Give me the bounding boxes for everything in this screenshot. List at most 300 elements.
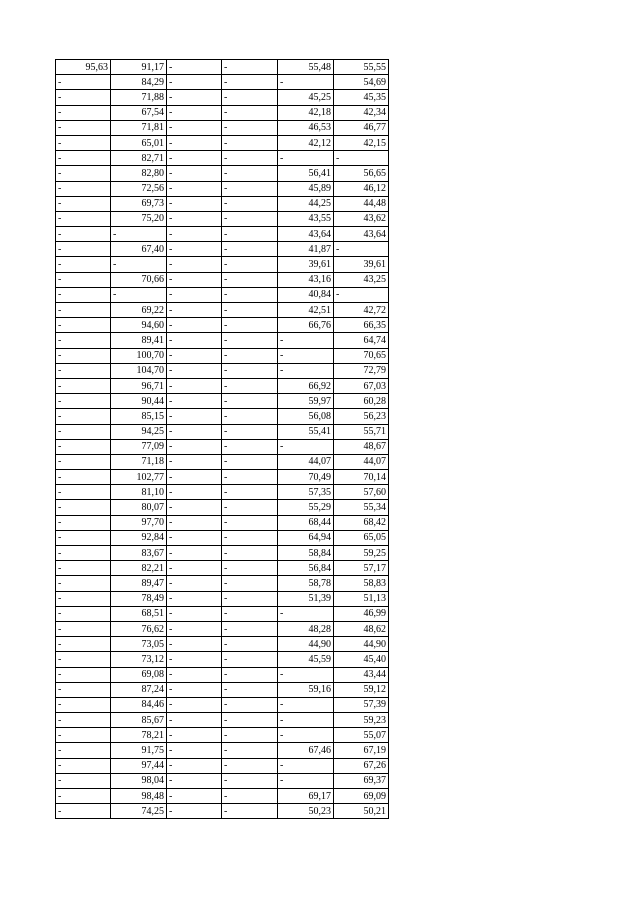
- table-cell: -: [167, 227, 222, 242]
- table-cell: 70,66: [111, 272, 167, 287]
- table-cell: -: [56, 90, 111, 105]
- table-cell: 56,08: [278, 409, 334, 424]
- table-cell: 42,15: [334, 135, 389, 150]
- table-cell: 83,67: [111, 546, 167, 561]
- table-cell: -: [56, 120, 111, 135]
- table-cell: -: [167, 454, 222, 469]
- table-cell: 84,29: [111, 75, 167, 90]
- table-row: [56, 637, 389, 652]
- table-cell: -: [222, 530, 278, 545]
- table-cell: 56,41: [278, 166, 334, 181]
- table-row: [56, 606, 389, 621]
- table-cell: 89,41: [111, 333, 167, 348]
- table-cell: -: [222, 743, 278, 758]
- table-row: [56, 363, 389, 378]
- table-cell: 77,09: [111, 439, 167, 454]
- table-cell: -: [222, 272, 278, 287]
- table-cell: 45,40: [334, 652, 389, 667]
- table-cell: 84,46: [111, 697, 167, 712]
- table-cell: -: [278, 667, 334, 682]
- table-cell: -: [167, 591, 222, 606]
- table-cell: -: [222, 333, 278, 348]
- table-cell: -: [222, 773, 278, 788]
- table-cell: 57,35: [278, 485, 334, 500]
- table-cell: -: [167, 789, 222, 804]
- table-cell: -: [222, 257, 278, 272]
- table-row: [56, 211, 389, 226]
- table-row: [56, 318, 389, 333]
- table-row: [56, 90, 389, 105]
- table-cell: -: [167, 773, 222, 788]
- table-cell: 64,74: [334, 333, 389, 348]
- table-cell: 57,39: [334, 697, 389, 712]
- table-cell: -: [167, 424, 222, 439]
- table-cell: -: [222, 804, 278, 819]
- table-cell: 55,29: [278, 500, 334, 515]
- table-cell: 68,44: [278, 515, 334, 530]
- table-row: [56, 439, 389, 454]
- table-row: [56, 75, 389, 90]
- table-cell: 96,71: [111, 378, 167, 393]
- table-cell: 71,18: [111, 454, 167, 469]
- table-cell: -: [278, 151, 334, 166]
- table-row: [56, 60, 389, 75]
- table-cell: -: [278, 758, 334, 773]
- table-cell: -: [334, 151, 389, 166]
- table-cell: -: [222, 394, 278, 409]
- table-cell: -: [167, 105, 222, 120]
- table-row: [56, 287, 389, 302]
- table-cell: -: [56, 515, 111, 530]
- table-cell: 48,62: [334, 621, 389, 636]
- table-cell: -: [111, 287, 167, 302]
- table-cell: -: [167, 576, 222, 591]
- table-cell: 82,71: [111, 151, 167, 166]
- table-cell: 51,39: [278, 591, 334, 606]
- table-cell: -: [56, 272, 111, 287]
- table-cell: -: [167, 530, 222, 545]
- table-cell: 70,14: [334, 470, 389, 485]
- table-cell: -: [222, 621, 278, 636]
- table-cell: 43,64: [278, 227, 334, 242]
- table-cell: 56,23: [334, 409, 389, 424]
- table-cell: 46,77: [334, 120, 389, 135]
- table-row: [56, 682, 389, 697]
- table-cell: -: [56, 682, 111, 697]
- table-cell: 67,26: [334, 758, 389, 773]
- table-cell: -: [56, 804, 111, 819]
- table-cell: -: [167, 257, 222, 272]
- table-row: [56, 394, 389, 409]
- table-cell: -: [222, 667, 278, 682]
- table-cell: -: [56, 105, 111, 120]
- table-cell: 80,07: [111, 500, 167, 515]
- table-cell: 43,62: [334, 211, 389, 226]
- table-cell: 39,61: [334, 257, 389, 272]
- table-cell: 69,22: [111, 303, 167, 318]
- table-cell: 43,44: [334, 667, 389, 682]
- table-cell: -: [334, 242, 389, 257]
- table-cell: 66,35: [334, 318, 389, 333]
- table-cell: -: [278, 363, 334, 378]
- table-cell: -: [167, 470, 222, 485]
- table-cell: -: [56, 758, 111, 773]
- table-cell: -: [56, 424, 111, 439]
- table-cell: 102,77: [111, 470, 167, 485]
- table-cell: -: [167, 151, 222, 166]
- table-cell: 51,13: [334, 591, 389, 606]
- table-cell: -: [56, 151, 111, 166]
- table-cell: -: [56, 470, 111, 485]
- table-row: [56, 743, 389, 758]
- table-cell: -: [167, 135, 222, 150]
- table-cell: 43,25: [334, 272, 389, 287]
- table-cell: -: [56, 546, 111, 561]
- table-cell: 42,72: [334, 303, 389, 318]
- table-cell: 68,42: [334, 515, 389, 530]
- table-cell: -: [167, 804, 222, 819]
- table-cell: -: [167, 697, 222, 712]
- table-cell: -: [222, 758, 278, 773]
- table-cell: -: [56, 166, 111, 181]
- table-cell: 58,84: [278, 546, 334, 561]
- table-cell: 76,62: [111, 621, 167, 636]
- table-cell: 40,84: [278, 287, 334, 302]
- table-cell: 60,28: [334, 394, 389, 409]
- table-cell: 90,44: [111, 394, 167, 409]
- table-cell: -: [222, 713, 278, 728]
- table-cell: 98,48: [111, 789, 167, 804]
- table-cell: -: [56, 318, 111, 333]
- table-cell: -: [222, 789, 278, 804]
- table-cell: -: [56, 485, 111, 500]
- table-cell: 104,70: [111, 363, 167, 378]
- table-cell: 87,24: [111, 682, 167, 697]
- table-cell: 70,65: [334, 348, 389, 363]
- table-row: [56, 120, 389, 135]
- table-cell: 65,01: [111, 135, 167, 150]
- table-cell: -: [222, 652, 278, 667]
- table-cell: 72,56: [111, 181, 167, 196]
- table-cell: -: [222, 90, 278, 105]
- table-cell: 44,90: [334, 637, 389, 652]
- table-cell: 97,70: [111, 515, 167, 530]
- table-cell: -: [167, 515, 222, 530]
- table-cell: 42,34: [334, 105, 389, 120]
- table-cell: -: [56, 530, 111, 545]
- table-row: [56, 576, 389, 591]
- table-row: [56, 546, 389, 561]
- table-cell: 43,64: [334, 227, 389, 242]
- table-cell: 69,37: [334, 773, 389, 788]
- table-cell: 67,46: [278, 743, 334, 758]
- table-cell: 95,63: [56, 60, 111, 75]
- table-cell: 59,97: [278, 394, 334, 409]
- table-cell: -: [222, 561, 278, 576]
- table-cell: 43,16: [278, 272, 334, 287]
- table-cell: -: [56, 789, 111, 804]
- table-cell: 45,25: [278, 90, 334, 105]
- table-cell: 39,61: [278, 257, 334, 272]
- table-row: [56, 196, 389, 211]
- table-cell: 94,60: [111, 318, 167, 333]
- table-cell: 44,48: [334, 196, 389, 211]
- table-row: [56, 697, 389, 712]
- table-cell: 98,04: [111, 773, 167, 788]
- table-cell: -: [56, 637, 111, 652]
- table-cell: -: [56, 561, 111, 576]
- table-cell: 69,08: [111, 667, 167, 682]
- table-cell: 44,90: [278, 637, 334, 652]
- table-row: [56, 454, 389, 469]
- table-row: [56, 485, 389, 500]
- table-cell: -: [56, 697, 111, 712]
- table-cell: -: [167, 333, 222, 348]
- table-cell: 41,87: [278, 242, 334, 257]
- table-cell: -: [167, 303, 222, 318]
- table-cell: -: [222, 196, 278, 211]
- table-cell: -: [167, 348, 222, 363]
- table-row: [56, 242, 389, 257]
- table-cell: 71,88: [111, 90, 167, 105]
- table-cell: 69,09: [334, 789, 389, 804]
- table-cell: -: [167, 60, 222, 75]
- table-cell: -: [222, 637, 278, 652]
- table-cell: 67,54: [111, 105, 167, 120]
- table-cell: 70,49: [278, 470, 334, 485]
- table-row: [56, 789, 389, 804]
- table-cell: -: [222, 591, 278, 606]
- table-row: [56, 257, 389, 272]
- table-cell: -: [222, 75, 278, 90]
- table-cell: -: [167, 485, 222, 500]
- table-cell: -: [222, 728, 278, 743]
- table-cell: -: [56, 454, 111, 469]
- table-cell: -: [222, 166, 278, 181]
- table-cell: -: [167, 758, 222, 773]
- table-row: [56, 151, 389, 166]
- table-cell: -: [56, 576, 111, 591]
- table-cell: -: [167, 606, 222, 621]
- table-cell: -: [222, 348, 278, 363]
- table-cell: -: [222, 105, 278, 120]
- table-cell: -: [222, 682, 278, 697]
- table-cell: 45,35: [334, 90, 389, 105]
- table-cell: -: [167, 637, 222, 652]
- table-cell: -: [167, 394, 222, 409]
- table-cell: -: [222, 211, 278, 226]
- table-cell: -: [56, 773, 111, 788]
- table-cell: -: [56, 394, 111, 409]
- table-cell: -: [167, 378, 222, 393]
- table-cell: -: [56, 713, 111, 728]
- table-cell: -: [222, 485, 278, 500]
- table-cell: 42,51: [278, 303, 334, 318]
- table-cell: -: [56, 743, 111, 758]
- table-cell: 65,05: [334, 530, 389, 545]
- table-cell: 91,17: [111, 60, 167, 75]
- table-cell: -: [167, 211, 222, 226]
- table-cell: 100,70: [111, 348, 167, 363]
- table-row: [56, 530, 389, 545]
- table-cell: 42,12: [278, 135, 334, 150]
- table-cell: -: [56, 348, 111, 363]
- table-cell: -: [222, 439, 278, 454]
- table-cell: -: [167, 363, 222, 378]
- table-cell: 55,55: [334, 60, 389, 75]
- table-cell: -: [167, 90, 222, 105]
- table-cell: -: [111, 227, 167, 242]
- table-row: [56, 773, 389, 788]
- table-row: [56, 135, 389, 150]
- table-cell: 82,21: [111, 561, 167, 576]
- table-cell: 56,65: [334, 166, 389, 181]
- table-cell: -: [222, 181, 278, 196]
- table-cell: 67,03: [334, 378, 389, 393]
- table-cell: -: [222, 60, 278, 75]
- table-cell: -: [222, 576, 278, 591]
- table-cell: -: [222, 227, 278, 242]
- table-row: [56, 166, 389, 181]
- table-cell: 78,49: [111, 591, 167, 606]
- table-cell: 69,73: [111, 196, 167, 211]
- table-cell: -: [167, 713, 222, 728]
- table-cell: -: [222, 546, 278, 561]
- table-cell: -: [167, 242, 222, 257]
- table-cell: -: [278, 697, 334, 712]
- table-cell: 46,12: [334, 181, 389, 196]
- table-cell: -: [222, 378, 278, 393]
- table-cell: 66,92: [278, 378, 334, 393]
- table-cell: 59,16: [278, 682, 334, 697]
- table-cell: 66,76: [278, 318, 334, 333]
- table-cell: -: [56, 196, 111, 211]
- table-cell: 44,07: [278, 454, 334, 469]
- table-cell: -: [56, 652, 111, 667]
- table-cell: -: [222, 120, 278, 135]
- table-cell: -: [167, 120, 222, 135]
- table-cell: -: [167, 667, 222, 682]
- table-cell: -: [222, 500, 278, 515]
- table-row: [56, 561, 389, 576]
- table-body: [56, 60, 389, 819]
- table-cell: -: [56, 333, 111, 348]
- table-row: [56, 621, 389, 636]
- table-cell: 55,34: [334, 500, 389, 515]
- table-cell: 64,94: [278, 530, 334, 545]
- table-row: [56, 333, 389, 348]
- table-cell: -: [222, 697, 278, 712]
- table-cell: -: [56, 227, 111, 242]
- table-cell: 45,89: [278, 181, 334, 196]
- table-row: [56, 272, 389, 287]
- table-row: [56, 652, 389, 667]
- table-cell: -: [167, 682, 222, 697]
- table-row: [56, 591, 389, 606]
- table-cell: 42,18: [278, 105, 334, 120]
- table-row: [56, 515, 389, 530]
- table-cell: 44,07: [334, 454, 389, 469]
- table-cell: 55,71: [334, 424, 389, 439]
- table-cell: 85,67: [111, 713, 167, 728]
- table-row: [56, 378, 389, 393]
- table-cell: 59,25: [334, 546, 389, 561]
- table-cell: -: [56, 500, 111, 515]
- table-cell: -: [56, 606, 111, 621]
- table-cell: -: [167, 181, 222, 196]
- table-cell: -: [167, 272, 222, 287]
- table-cell: -: [222, 363, 278, 378]
- table-cell: 81,10: [111, 485, 167, 500]
- table-cell: -: [222, 515, 278, 530]
- table-cell: -: [56, 363, 111, 378]
- table-cell: -: [222, 470, 278, 485]
- table-row: [56, 758, 389, 773]
- table-cell: -: [278, 713, 334, 728]
- table-cell: -: [278, 773, 334, 788]
- table-cell: 59,23: [334, 713, 389, 728]
- table-cell: -: [56, 728, 111, 743]
- table-cell: 97,44: [111, 758, 167, 773]
- table-cell: -: [167, 728, 222, 743]
- table-cell: 46,99: [334, 606, 389, 621]
- table-cell: -: [56, 242, 111, 257]
- table-cell: 72,79: [334, 363, 389, 378]
- table-cell: -: [56, 303, 111, 318]
- table-cell: 48,67: [334, 439, 389, 454]
- table-cell: -: [278, 333, 334, 348]
- table-cell: 68,51: [111, 606, 167, 621]
- table-cell: 75,20: [111, 211, 167, 226]
- table-cell: 73,05: [111, 637, 167, 652]
- table-cell: 85,15: [111, 409, 167, 424]
- table-row: [56, 105, 389, 120]
- table-cell: 44,25: [278, 196, 334, 211]
- table-cell: -: [167, 75, 222, 90]
- table-cell: 55,48: [278, 60, 334, 75]
- data-table: [55, 59, 389, 819]
- table-cell: 89,47: [111, 576, 167, 591]
- table-cell: 91,75: [111, 743, 167, 758]
- table-cell: -: [167, 743, 222, 758]
- table-cell: 54,69: [334, 75, 389, 90]
- table-cell: -: [222, 303, 278, 318]
- table-cell: 50,21: [334, 804, 389, 819]
- table-cell: -: [167, 287, 222, 302]
- table-cell: 56,84: [278, 561, 334, 576]
- table-cell: 58,83: [334, 576, 389, 591]
- table-cell: 43,55: [278, 211, 334, 226]
- table-cell: 50,23: [278, 804, 334, 819]
- table-cell: -: [334, 287, 389, 302]
- table-cell: -: [167, 500, 222, 515]
- table-cell: -: [167, 546, 222, 561]
- table-cell: -: [167, 652, 222, 667]
- table-cell: -: [278, 606, 334, 621]
- table-cell: 58,78: [278, 576, 334, 591]
- table-cell: -: [56, 257, 111, 272]
- table-cell: 92,84: [111, 530, 167, 545]
- table-cell: -: [56, 135, 111, 150]
- table-cell: 67,19: [334, 743, 389, 758]
- table-cell: 55,41: [278, 424, 334, 439]
- table-cell: 57,17: [334, 561, 389, 576]
- table-cell: -: [56, 211, 111, 226]
- table-cell: 78,21: [111, 728, 167, 743]
- table-cell: -: [56, 621, 111, 636]
- table-cell: 74,25: [111, 804, 167, 819]
- table-cell: 82,80: [111, 166, 167, 181]
